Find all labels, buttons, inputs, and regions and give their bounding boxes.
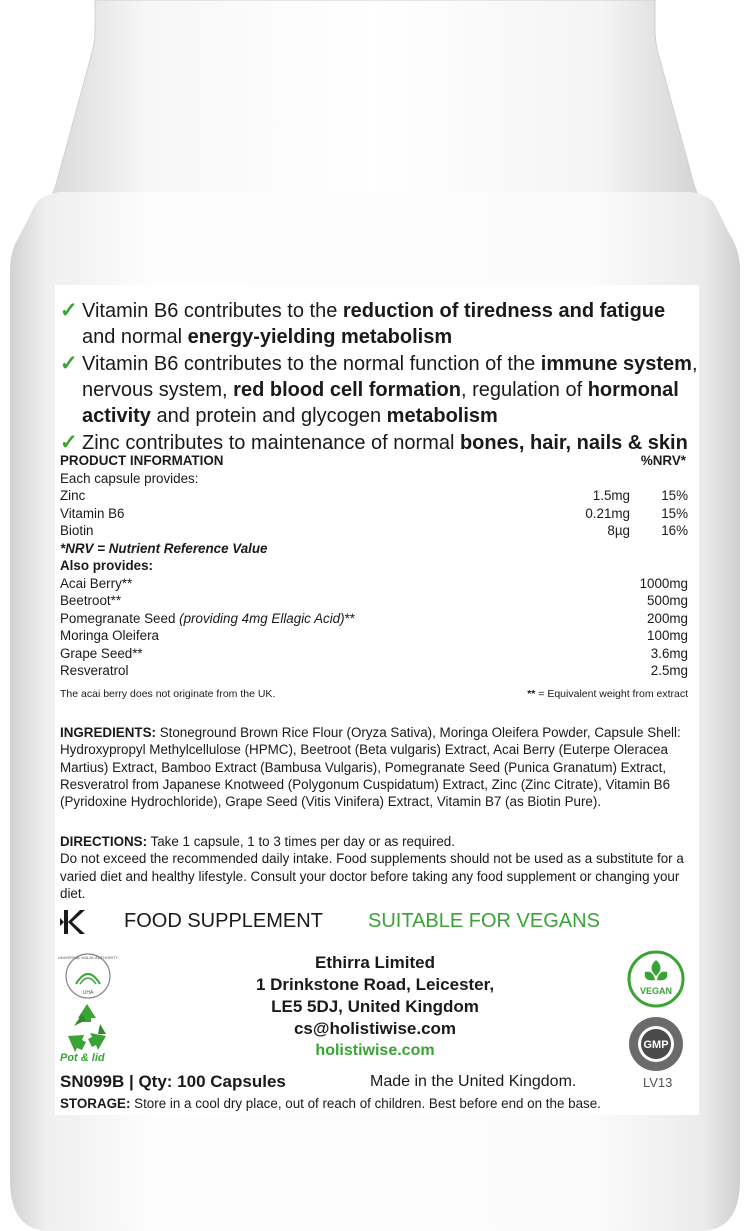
extra-row: Pomegranate Seed (providing 4mg Ellagic Acid)** 200mg (60, 610, 688, 626)
brand-k-icon (60, 908, 86, 936)
svg-text:UHA: UHA (82, 990, 94, 996)
nrv-heading: %NRV* (640, 453, 686, 468)
claim-text: Vitamin B6 contributes to the normal function of the immune system, nervous system, red blood cell formation, regulation of hormonal activity and protein and glycogen metabolism (82, 353, 698, 427)
svg-text:VEGAN: VEGAN (639, 986, 673, 996)
extra-row: Moringa Oleifera 100mg (60, 628, 688, 643)
claim-text: Vitamin B6 contributes to the reduction of tiredness and fatigue and normal energy-yielding metabolism (82, 300, 666, 348)
email: cs@holistiwise.com (293, 1019, 457, 1038)
address-line-2: LE5 5DJ, United Kingdom (271, 997, 479, 1016)
company-name: Ethirra Limited (315, 953, 435, 972)
lot-version: LV13 (643, 1075, 673, 1090)
company-address (200, 952, 550, 1062)
storage-instructions: STORAGE: Store in a cool dry place, out of reach of children. Best before end on the base. (60, 1096, 601, 1111)
pi-header (60, 452, 688, 470)
origin-note: The acai berry does not originate from the UK. (60, 687, 276, 700)
supplement-banner (60, 908, 700, 938)
also-provides: Also provides: (60, 558, 154, 573)
extra-row: Beetroot** 500mg (60, 593, 688, 608)
health-claims (60, 298, 700, 457)
pi-heading: PRODUCT INFORMATION (60, 453, 224, 468)
checkmark-icon: ✓ (60, 299, 78, 322)
svg-text:UNIVERSAL HALAL AUTHORITY: UNIVERSAL HALAL AUTHORITY (58, 955, 118, 960)
directions: DIRECTIONS: Take 1 capsule, 1 to 3 times per day or as required. Do not exceed the recommended daily intake. Food supplements should not be used as a substitute for a varied diet and healthy lifestyle. Consult your doctor before taking any food supplement or changing your diet. (60, 833, 688, 902)
gmp-badge (627, 1015, 685, 1073)
nutrient-row: Vitamin B6 0.21mg 15% (60, 505, 688, 521)
halal-logo (58, 950, 118, 1000)
ingredients: INGREDIENTS: Stoneground Brown Rice Flour (Oryza Sativa), Moringa Oleifera Powder, Capsule Shell: Hydroxypropyl Methylcellulose (HPMC), Beetroot (Beta vulgaris) Extract, Acai Berry (Euterpe Oleracea Martius) Extract, Bamboo Extract (Bambusa Vulgaris), Pomegranate Seed (Punica Granatum) Extract, Resveratrol from Japanese Knotweed (Polygonum Cuspidatum) Extract, Zinc (Zinc Citrate), Vitamin B6 (Pyridoxine Hydrochloride), Grape Seed (Vitis Vinifera) Extract, Vitamin B7 (as Biotin Pure). (60, 725, 681, 810)
suitable-for-vegans-label: SUITABLE FOR VEGANS (368, 910, 600, 932)
equiv-note: ** = Equivalent weight from extract (527, 687, 688, 700)
each-capsule: Each capsule provides: (60, 470, 199, 486)
recycle-icon (60, 1000, 115, 1055)
pot-lid-label: Pot & lid (60, 1052, 105, 1064)
claim-text: Zinc contributes to maintenance of normal bones, hair, nails & skin (82, 432, 688, 454)
checkmark-icon: ✓ (60, 431, 78, 454)
vegan-badge (627, 950, 685, 1008)
product-information (60, 452, 688, 703)
claim-energy (60, 298, 700, 350)
food-supplement-label: FOOD SUPPLEMENT (124, 910, 323, 932)
bottle-cap (50, 0, 700, 200)
extra-row: Acai Berry** 1000mg (60, 575, 688, 591)
website: holistiwise.com (315, 1042, 435, 1059)
nutrient-row: Biotin 8µg 16% (60, 523, 688, 538)
directions-warning: Do not exceed the recommended daily intake. Food supplements should not be used as a substitute for a varied diet and healthy lifestyle. Consult your doctor before taking any food supplement or changing your diet. (60, 851, 684, 901)
nrv-note: *NRV = Nutrient Reference Value (60, 540, 268, 556)
sku-quantity: SN099B | Qty: 100 Capsules (60, 1072, 286, 1091)
address-line-1: 1 Drinkstone Road, Leicester, (255, 975, 495, 994)
svg-text:GMP: GMP (643, 1039, 669, 1051)
claim-immune (60, 351, 700, 429)
extra-row: Grape Seed** 3.6mg (60, 645, 688, 661)
checkmark-icon: ✓ (60, 352, 78, 375)
extra-row: Resveratrol 2.5mg (60, 663, 688, 678)
made-in: Made in the United Kingdom. (370, 1073, 577, 1090)
nutrient-row: Zinc 1.5mg 15% (60, 488, 688, 503)
footnotes (60, 686, 688, 704)
